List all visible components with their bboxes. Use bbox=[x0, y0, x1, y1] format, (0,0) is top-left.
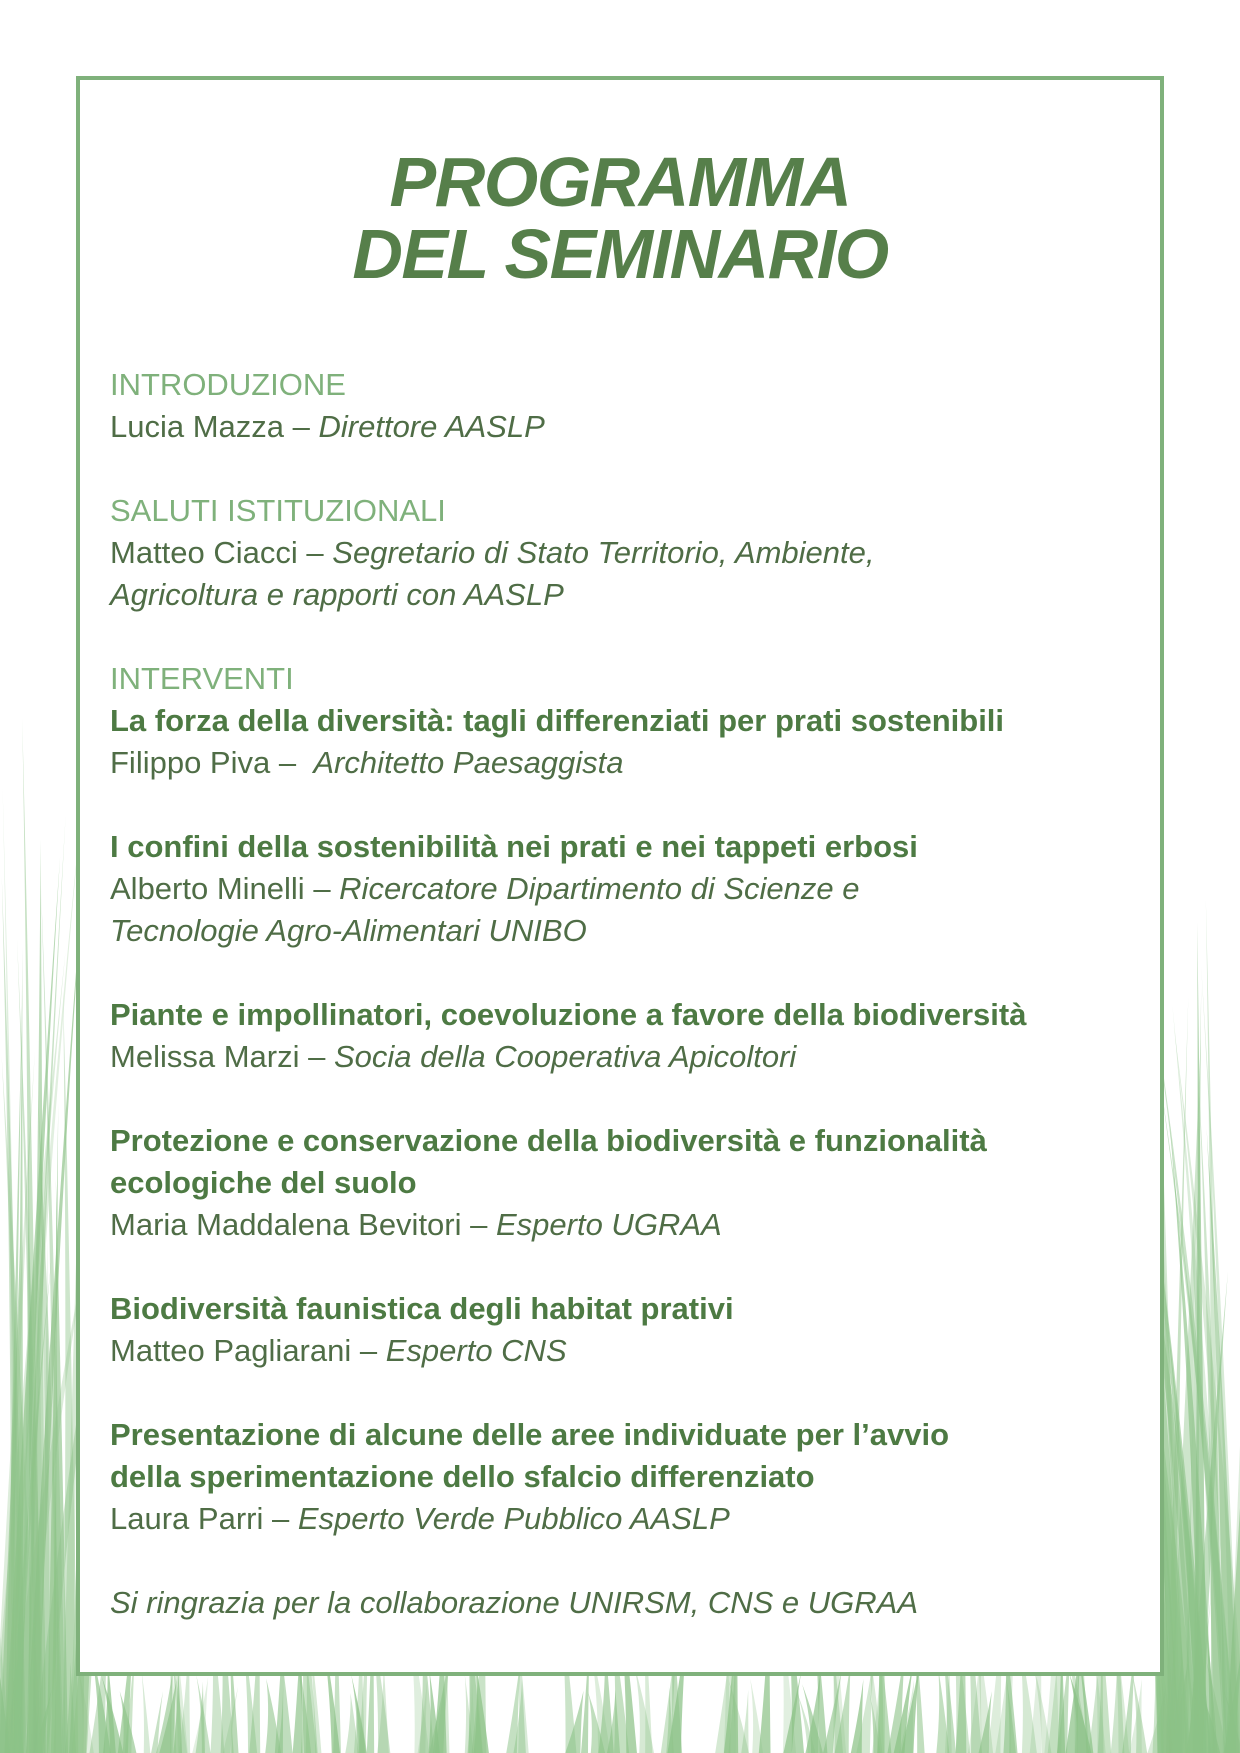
speaker-role: Segretario di Stato Territorio, Ambiente, bbox=[332, 535, 875, 570]
speaker-line bbox=[110, 1036, 1140, 1078]
speaker-name: Maria Maddalena Bevitori bbox=[110, 1207, 462, 1242]
program-content bbox=[110, 364, 1140, 1624]
section-saluti-istituzionali bbox=[110, 490, 1140, 616]
speaker-name: Filippo Piva bbox=[110, 745, 271, 780]
section-heading-interventi: INTERVENTI bbox=[110, 661, 294, 696]
speaker-line bbox=[110, 868, 1140, 910]
speaker-name: Alberto Minelli bbox=[110, 871, 305, 906]
speaker-separator: – bbox=[351, 1333, 386, 1368]
speaker-separator: – bbox=[284, 409, 319, 444]
speaker-role: Socia della Cooperativa Apicoltori bbox=[333, 1039, 797, 1074]
talk-title: Piante e impollinatori, coevoluzione a favore della biodiversità bbox=[110, 997, 1027, 1032]
speaker-name: Matteo Ciacci bbox=[110, 535, 298, 570]
speaker-role: Ricercatore Dipartimento di Scienze e bbox=[339, 871, 860, 906]
speaker-role: Esperto Verde Pubblico AASLP bbox=[297, 1501, 730, 1536]
section-interventi bbox=[110, 658, 1140, 784]
grass-blade bbox=[156, 1671, 172, 1753]
section-heading-introduzione: INTRODUZIONE bbox=[110, 367, 346, 402]
speaker-role-continued: Agricoltura e rapporti con AASLP bbox=[110, 577, 564, 612]
speaker-separator: – bbox=[461, 1207, 496, 1242]
talk-title: Protezione e conservazione della biodiversità e funzionalità bbox=[110, 1123, 987, 1158]
speaker-line bbox=[110, 532, 1140, 574]
speaker-name: Matteo Pagliarani bbox=[110, 1333, 352, 1368]
talk-title: I confini della sostenibilità nei prati e nei tappeti erbosi bbox=[110, 829, 918, 864]
speaker-role: Direttore AASLP bbox=[318, 409, 545, 444]
acknowledgement-note: Si ringrazia per la collaborazione UNIRSM, CNS e UGRAA bbox=[110, 1585, 919, 1620]
talk-title: Biodiversità faunistica degli habitat prativi bbox=[110, 1291, 734, 1326]
grass-blade bbox=[141, 1670, 150, 1753]
speaker-name: Melissa Marzi bbox=[110, 1039, 300, 1074]
speaker-line bbox=[110, 742, 1140, 784]
talk-item bbox=[110, 994, 1140, 1078]
speaker-role: Architetto Paesaggista bbox=[313, 745, 624, 780]
page-title bbox=[80, 143, 1160, 293]
page-title-line-2: DEL SEMINARIO bbox=[352, 215, 888, 293]
talk-item bbox=[110, 1288, 1140, 1372]
speaker-separator: – bbox=[299, 1039, 334, 1074]
section-heading-saluti: SALUTI ISTITUZIONALI bbox=[110, 493, 446, 528]
speaker-separator: – bbox=[297, 535, 333, 570]
speaker-separator: – bbox=[304, 871, 340, 906]
speaker-separator: – bbox=[270, 745, 314, 780]
speaker-name: Laura Parri bbox=[110, 1501, 264, 1536]
speaker-name: Lucia Mazza bbox=[110, 409, 285, 444]
speaker-role: Esperto UGRAA bbox=[495, 1207, 722, 1242]
talk-item bbox=[110, 1414, 1140, 1540]
speaker-line bbox=[110, 406, 1140, 448]
speaker-role: Esperto CNS bbox=[385, 1333, 567, 1368]
speaker-line bbox=[110, 1498, 1140, 1540]
program-frame bbox=[76, 76, 1164, 1676]
speaker-line bbox=[110, 1330, 1140, 1372]
talk-item bbox=[110, 826, 1140, 952]
page-title-line-1: PROGRAMMA bbox=[389, 143, 851, 221]
talk-title: Presentazione di alcune delle aree individuate per l’avvio bbox=[110, 1417, 950, 1452]
talk-title-continued: ecologiche del suolo bbox=[110, 1165, 417, 1200]
section-introduzione bbox=[110, 364, 1140, 448]
talk-item bbox=[110, 1120, 1140, 1246]
talk-title: La forza della diversità: tagli differenziati per prati sostenibili bbox=[110, 703, 1005, 738]
speaker-role-continued: Tecnologie Agro-Alimentari UNIBO bbox=[110, 913, 587, 948]
talk-title-continued: della sperimentazione dello sfalcio differenziato bbox=[110, 1459, 815, 1494]
speaker-line bbox=[110, 1204, 1140, 1246]
speaker-separator: – bbox=[263, 1501, 298, 1536]
